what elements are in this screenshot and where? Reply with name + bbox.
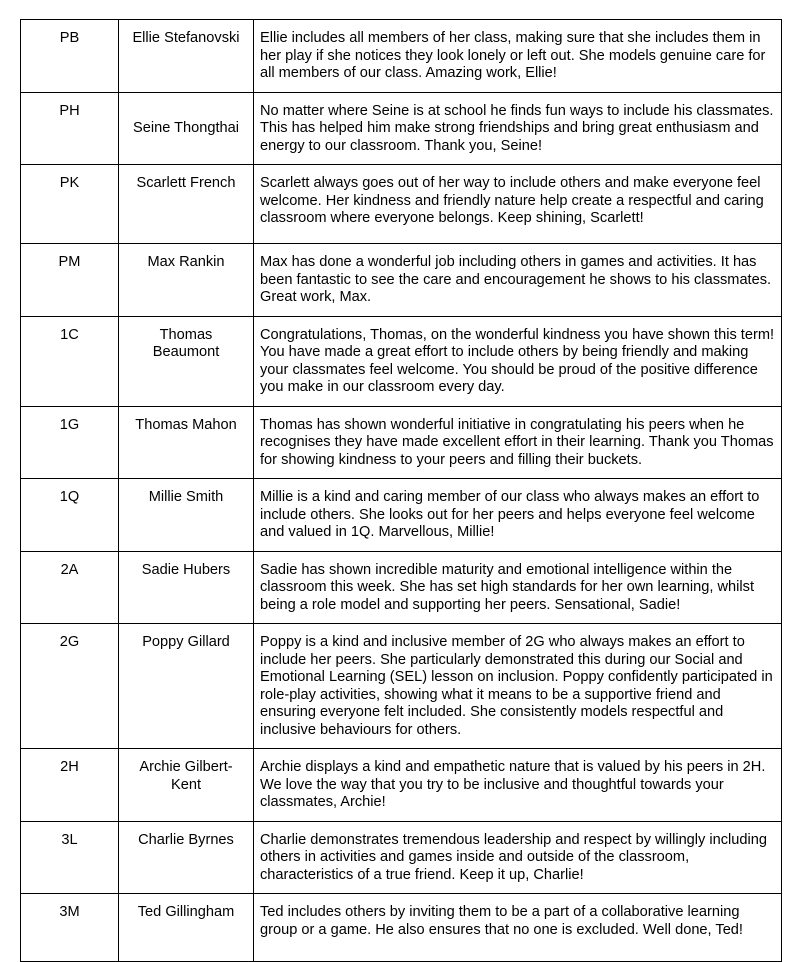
- class-code-cell: 2H: [21, 749, 119, 822]
- award-description-cell: Ellie includes all members of her class, making sure that she includes them in her play if she notices they look lonely or left out. She models genuine care for all members of our class. Amazing work, Ellie!: [254, 20, 782, 93]
- student-name-cell: Max Rankin: [119, 244, 254, 317]
- award-description-cell: Charlie demonstrates tremendous leadership and respect by willingly including others in activities and games inside and outside of the classroom, characteristics of a true friend. Keep it up, Charlie!: [254, 821, 782, 894]
- table-row: [21, 749, 782, 822]
- table-row: [21, 316, 782, 406]
- class-code-cell: PM: [21, 244, 119, 317]
- student-name-cell: Archie Gilbert-Kent: [119, 749, 254, 822]
- award-description-cell: No matter where Seine is at school he finds fun ways to include his classmates. This has helped him make strong friendships and bring great enthusiasm and energy to our classroom. Thank you, Seine!: [254, 92, 782, 165]
- student-name-cell: Seine Thongthai: [119, 92, 254, 165]
- award-description-cell: Archie displays a kind and empathetic nature that is valued by his peers in 2H. We love the way that you try to be inclusive and thoughtful towards your classmates, Archie!: [254, 749, 782, 822]
- award-description-cell: Poppy is a kind and inclusive member of 2G who always makes an effort to include her peers. She particularly demonstrated this during our Social and Emotional Learning (SEL) lesson on inclusion. Poppy confidently participated in role-play activities, showing what it means to be a supportive friend and ensuring everyone felt included. She consistently models respectful and inclusive behaviours for others.: [254, 624, 782, 749]
- class-code-cell: 3M: [21, 894, 119, 962]
- class-code-cell: 1G: [21, 406, 119, 479]
- student-name-cell: Ellie Stefanovski: [119, 20, 254, 93]
- table-row: [21, 479, 782, 552]
- class-code-cell: 2A: [21, 551, 119, 624]
- award-description-cell: Ted includes others by inviting them to be a part of a collaborative learning group or a game. He also ensures that no one is excluded. Well done, Ted!: [254, 894, 782, 962]
- award-description-cell: Millie is a kind and caring member of our class who always makes an effort to include others. She looks out for her peers and helps everyone feel welcome and valued in 1Q. Marvellous, Millie!: [254, 479, 782, 552]
- class-code-cell: PK: [21, 165, 119, 244]
- award-description-cell: Thomas has shown wonderful initiative in congratulating his peers when he recognises they have made excellent effort in their learning. Thank you Thomas for showing kindness to your peers and filling their buckets.: [254, 406, 782, 479]
- table-row: [21, 20, 782, 93]
- class-code-cell: 1Q: [21, 479, 119, 552]
- award-description-cell: Max has done a wonderful job including others in games and activities. It has been fantastic to see the care and encouragement he shows to his classmates. Great work, Max.: [254, 244, 782, 317]
- student-name-cell: Millie Smith: [119, 479, 254, 552]
- class-code-cell: PB: [21, 20, 119, 93]
- class-code-cell: 2G: [21, 624, 119, 749]
- table-row: [21, 244, 782, 317]
- student-name-cell: Thomas Beaumont: [119, 316, 254, 406]
- table-row: [21, 624, 782, 749]
- award-description-cell: Sadie has shown incredible maturity and emotional intelligence within the classroom this week. She has set high standards for her own learning, whilst being a role model and supporting her peers. Sensational, Sadie!: [254, 551, 782, 624]
- table-row: [21, 165, 782, 244]
- class-code-cell: 1C: [21, 316, 119, 406]
- award-description-cell: Congratulations, Thomas, on the wonderful kindness you have shown this term! You have made a great effort to include others by being friendly and making your classmates feel welcome. You should be proud of the positive difference you make in our classroom every day.: [254, 316, 782, 406]
- class-code-cell: 3L: [21, 821, 119, 894]
- student-name-cell: Thomas Mahon: [119, 406, 254, 479]
- table-row: [21, 894, 782, 962]
- table-row: [21, 92, 782, 165]
- table-row: [21, 551, 782, 624]
- student-name-cell: Sadie Hubers: [119, 551, 254, 624]
- student-name-cell: Scarlett French: [119, 165, 254, 244]
- award-description-cell: Scarlett always goes out of her way to include others and make everyone feel welcome. Her kindness and friendly nature help create a respectful and caring classroom where everyone belongs. Keep shining, Scarlett!: [254, 165, 782, 244]
- awards-table-body: [21, 20, 782, 962]
- class-code-cell: PH: [21, 92, 119, 165]
- student-name-cell: Poppy Gillard: [119, 624, 254, 749]
- table-row: [21, 821, 782, 894]
- awards-table: [20, 19, 782, 962]
- table-row: [21, 406, 782, 479]
- student-name-cell: Ted Gillingham: [119, 894, 254, 962]
- student-name-cell: Charlie Byrnes: [119, 821, 254, 894]
